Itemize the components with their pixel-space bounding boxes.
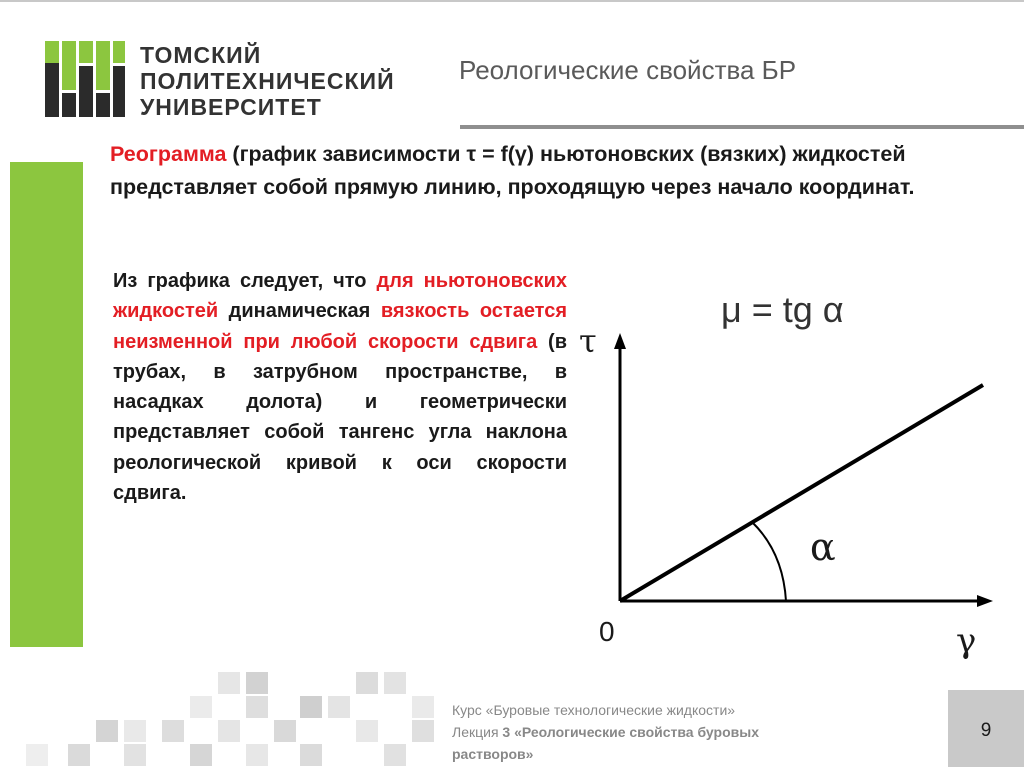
footer-lecture-cont: растворов»: [452, 746, 534, 762]
tile: [356, 720, 378, 742]
top-border: [0, 0, 1024, 2]
university-name-line-3: УНИВЕРСИТЕТ: [140, 94, 322, 120]
tile: [246, 744, 268, 766]
term-reogramma: Реограмма: [110, 142, 227, 166]
tile: [300, 696, 322, 718]
tile: [190, 744, 212, 766]
tile: [218, 720, 240, 742]
body-text-2: динамическая: [218, 300, 381, 323]
body-text-1: Из графика следует, что: [113, 270, 377, 292]
tile: [190, 696, 212, 718]
tile: [124, 744, 146, 766]
x-axis-arrow-icon: [977, 595, 993, 607]
intro-paragraph: [110, 138, 950, 204]
footer-lecture-prefix: Лекция: [452, 724, 503, 740]
y-axis-arrow-icon: [614, 333, 626, 349]
tile: [384, 672, 406, 694]
formula-label: μ = tg α: [721, 289, 844, 330]
body-text-3: (в трубах, в затрубном пространстве, в насадках долота) и геометрически представляет собой тангенс угла наклона реологической кривой к оси скорости сдвига.: [113, 330, 567, 505]
tile: [412, 720, 434, 742]
title-rule: [460, 125, 1024, 129]
intro-text-1: (график зависимости: [226, 142, 467, 166]
footer-course: Курс «Буровые технологические жидкости»: [452, 702, 736, 718]
tile: [412, 696, 434, 718]
tau-axis-label: τ: [579, 322, 597, 360]
university-name-line-2: ПОЛИТЕХНИЧЕСКИЙ: [140, 68, 395, 94]
tile: [274, 720, 296, 742]
tile: [162, 720, 184, 742]
tile: [384, 744, 406, 766]
body-highlight-2: вязкость остается неизменной при любой скорости сдвига: [113, 300, 567, 353]
tile: [300, 744, 322, 766]
tile: [68, 744, 90, 766]
tile: [96, 720, 118, 742]
logo-mark-icon: [45, 41, 125, 117]
footer-lecture: [452, 724, 759, 740]
tile: [246, 696, 268, 718]
tile: [328, 696, 350, 718]
angle-label: α: [810, 525, 836, 569]
tile: [246, 672, 268, 694]
origin-label: 0: [599, 616, 615, 647]
side-accent-bar: [10, 162, 83, 647]
intro-formula: τ = f(γ): [466, 142, 535, 166]
page-number: 9: [980, 720, 992, 741]
tile: [124, 720, 146, 742]
tile: [26, 744, 48, 766]
slide-title: Реологические свойства БР: [459, 55, 797, 85]
angle-arc: [752, 522, 786, 601]
intro-text-2: ньютоновских (вязких) жидкостей представляет собой прямую линию, проходящую через начало координат.: [110, 142, 915, 199]
tile: [218, 672, 240, 694]
rheogram-diagram: [575, 270, 1015, 670]
rheology-line: [620, 385, 983, 601]
explanation-paragraph: [113, 266, 567, 508]
page-number-box: [948, 690, 1024, 767]
footer-lecture-title: 3 «Реологические свойства буровых: [502, 724, 759, 740]
body-highlight-1: для ньютоновских жидкостей: [113, 270, 567, 323]
university-name-line-1: ТОМСКИЙ: [140, 42, 262, 68]
tile: [356, 672, 378, 694]
university-logo: [45, 41, 125, 117]
gamma-axis-label: γ: [956, 621, 977, 661]
